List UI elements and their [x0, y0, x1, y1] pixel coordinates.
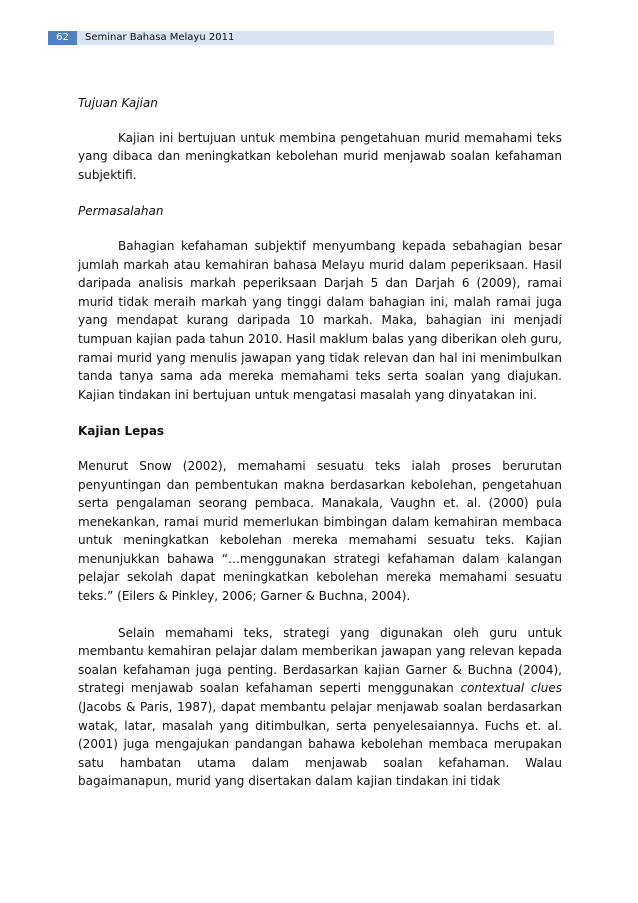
section-title-tujuan: Tujuan Kajian — [78, 96, 158, 110]
paragraph-kajian-lepas-1: Menurut Snow (2002), memahami sesuatu teks ialah proses berurutan penyuntingan dan pembentukan makna berdasarkan kebolehan, pengetahuan serta pengalaman seorang pembaca. Manakala, Vaughn et. al. (2000) pula menekankan, ramai murid memerlukan bimbingan dalam kemahiran membaca untuk meningkatkan kebolehan mereka memahami sesuatu teks. Kajian menunjukkan bahawa “…menggunakan strategi kefahaman dalam kalangan pelajar sekolah dapat meningkatkan kebolehan mereka memahami sesuatu teks.” (Eilers & Pinkley, 2006; Garner & Buchna, 2004). — [78, 458, 562, 604]
paragraph-kajian-lepas-2-text-b: (Jacobs & Paris, 1987), dapat membantu pelajar menjawab soalan berdasarkan watak, latar, masalah yang ditimbulkan, serta penyelesaiannya. Fuchs et. al. (2001) juga mengajukan pandangan bahawa kebolehan membaca merupakan satu hambatan utama dalam menjawab soalan kefahaman. Walau bagaimanapun, murid yang disertakan dalam kajian tindakan ini tidak — [78, 700, 562, 789]
paragraph-kajian-lepas-2 — [78, 624, 562, 791]
paragraph-permasalahan: Bahagian kefahaman subjektif menyumbang kepada sebahagian besar jumlah markah atau kemahiran bahasa Melayu murid dalam peperiksaan. Hasil daripada analisis markah peperiksaan Darjah 5 dan Darjah 6 (2009), ramai murid tidak meraih markah yang tinggi dalam bahagian ini, malah ramai juga yang mendapat kurang daripada 10 markah. Maka, bahagian ini menjadi tumpuan kajian pada tahun 2010. Hasil maklum balas yang diberikan oleh guru, ramai murid yang menulis jawapan yang tidak relevan dan hal ini menimbulkan tanda tanya sama ada mereka memahami teks serta soalan yang diajukan. Kajian tindakan ini bertujuan untuk mengatasi masalah yang dinyatakan ini. — [78, 238, 562, 402]
section-title-kajian-lepas: Kajian Lepas — [78, 424, 165, 439]
section-title-permasalahan: Permasalahan — [78, 204, 164, 219]
paragraph-kajian-lepas-2-text-a: Selain memahami teks, strategi yang digunakan oleh guru untuk membantu kemahiran pelajar dalam memberikan jawapan yang relevan kepada soalan kefahaman juga penting. Berdasarkan kajian Garner & Buchna (2004), strategi menjawab soalan kefahaman seperti menggunakan — [78, 625, 562, 696]
paragraph-kajian-lepas-2-italic: contextual clues — [460, 681, 563, 696]
page-body — [78, 94, 562, 791]
running-header — [48, 31, 554, 45]
page-number: 62 — [48, 31, 77, 45]
running-title: Seminar Bahasa Melayu 2011 — [85, 32, 235, 43]
paragraph-tujuan: Kajian ini bertujuan untuk membina pengetahuan murid memahami teks yang dibaca dan meningkatkan kebolehan murid menjawab soalan kefahaman subjektifi. — [78, 130, 562, 182]
